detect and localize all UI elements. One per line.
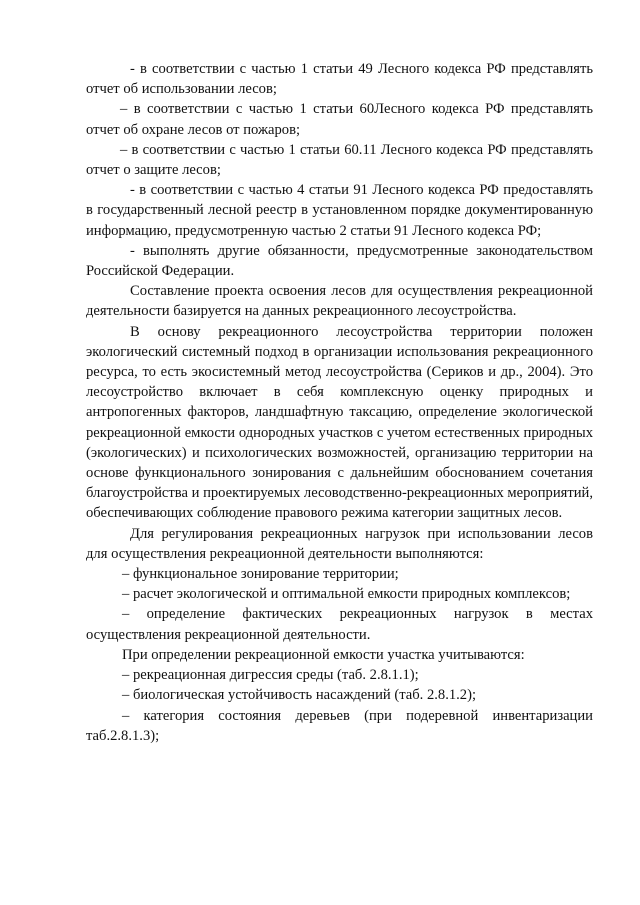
list-item-actual-loads: – определение фактических рекреационных нагрузок в местах осуществления рекреационной деятельности. bbox=[86, 606, 593, 643]
paragraph-forest-registry: - в соответствии с частью 4 статьи 91 Лесного кодекса РФ предоставлять в государственный лесной реестр в установленном порядке документированную информацию, предусмотренную частью 2 статьи 91 Лесного кодекса РФ; bbox=[86, 182, 593, 239]
list-item-functional-zoning: – функциональное зонирование территории; bbox=[122, 566, 399, 583]
list-item-stand-stability: – биологическая устойчивость насаждений (таб. 2.8.1.2); bbox=[122, 687, 476, 704]
paragraph-recreational-forest-management: В основу рекреационного лесоустройства территории положен экологический системный подход в организации использования рекреационного ресурса, то есть экосистемный метод лесоустройства (Сериков и др., 2004). Это лесоустройство включает в себя комплексную оценку природных и антропогенных факторов, ландшафтную таксацию, определение экологической рекреационной емкости однородных участков с учетом естественных природных (экологических) и психологических возможностей, организацию территории на основе функционального зонирования с дальнейшим обоснованием сочетания благоустройства и проектируемых лесоводственно-рекреационных мероприятий, обеспечивающих соблюдение правового режима категории защитных лесов. bbox=[86, 323, 593, 522]
list-item-tree-condition: – категория состояния деревьев (при подеревной инвентаризации таб.2.8.1.3); bbox=[86, 707, 593, 744]
paragraph-project-basis: Составление проекта освоения лесов для осуществления рекреационной деятельности базируется на данных рекреационного лесоустройства. bbox=[86, 283, 593, 320]
paragraph-report-fire-protection: – в соответствии с частью 1 статьи 60Лесного кодекса РФ представлять отчет об охране лесов от пожаров; bbox=[86, 101, 593, 138]
paragraph-report-forest-protection: – в соответствии с частью 1 статьи 60.11 Лесного кодекса РФ представлять отчет о защите лесов; bbox=[86, 141, 593, 179]
list-item-capacity-calculation: – расчет экологической и оптимальной емкости природных комплексов; bbox=[122, 586, 571, 603]
paragraph-report-forest-use: - в соответствии с частью 1 статьи 49 Лесного кодекса РФ представлять отчет об использовании лесов; bbox=[86, 61, 593, 98]
paragraph-load-regulation: Для регулирования рекреационных нагрузок при использовании лесов для осуществления рекреационной деятельности выполняются: bbox=[86, 525, 593, 562]
paragraph-other-duties: - выполнять другие обязанности, предусмотренные законодательством Российской Федерации. bbox=[86, 242, 593, 280]
list-item-digression: – рекреационная дигрессия среды (таб. 2.8.1.1); bbox=[122, 667, 419, 684]
paragraph-capacity-factors: При определении рекреационной емкости участка учитываются: bbox=[122, 646, 525, 663]
